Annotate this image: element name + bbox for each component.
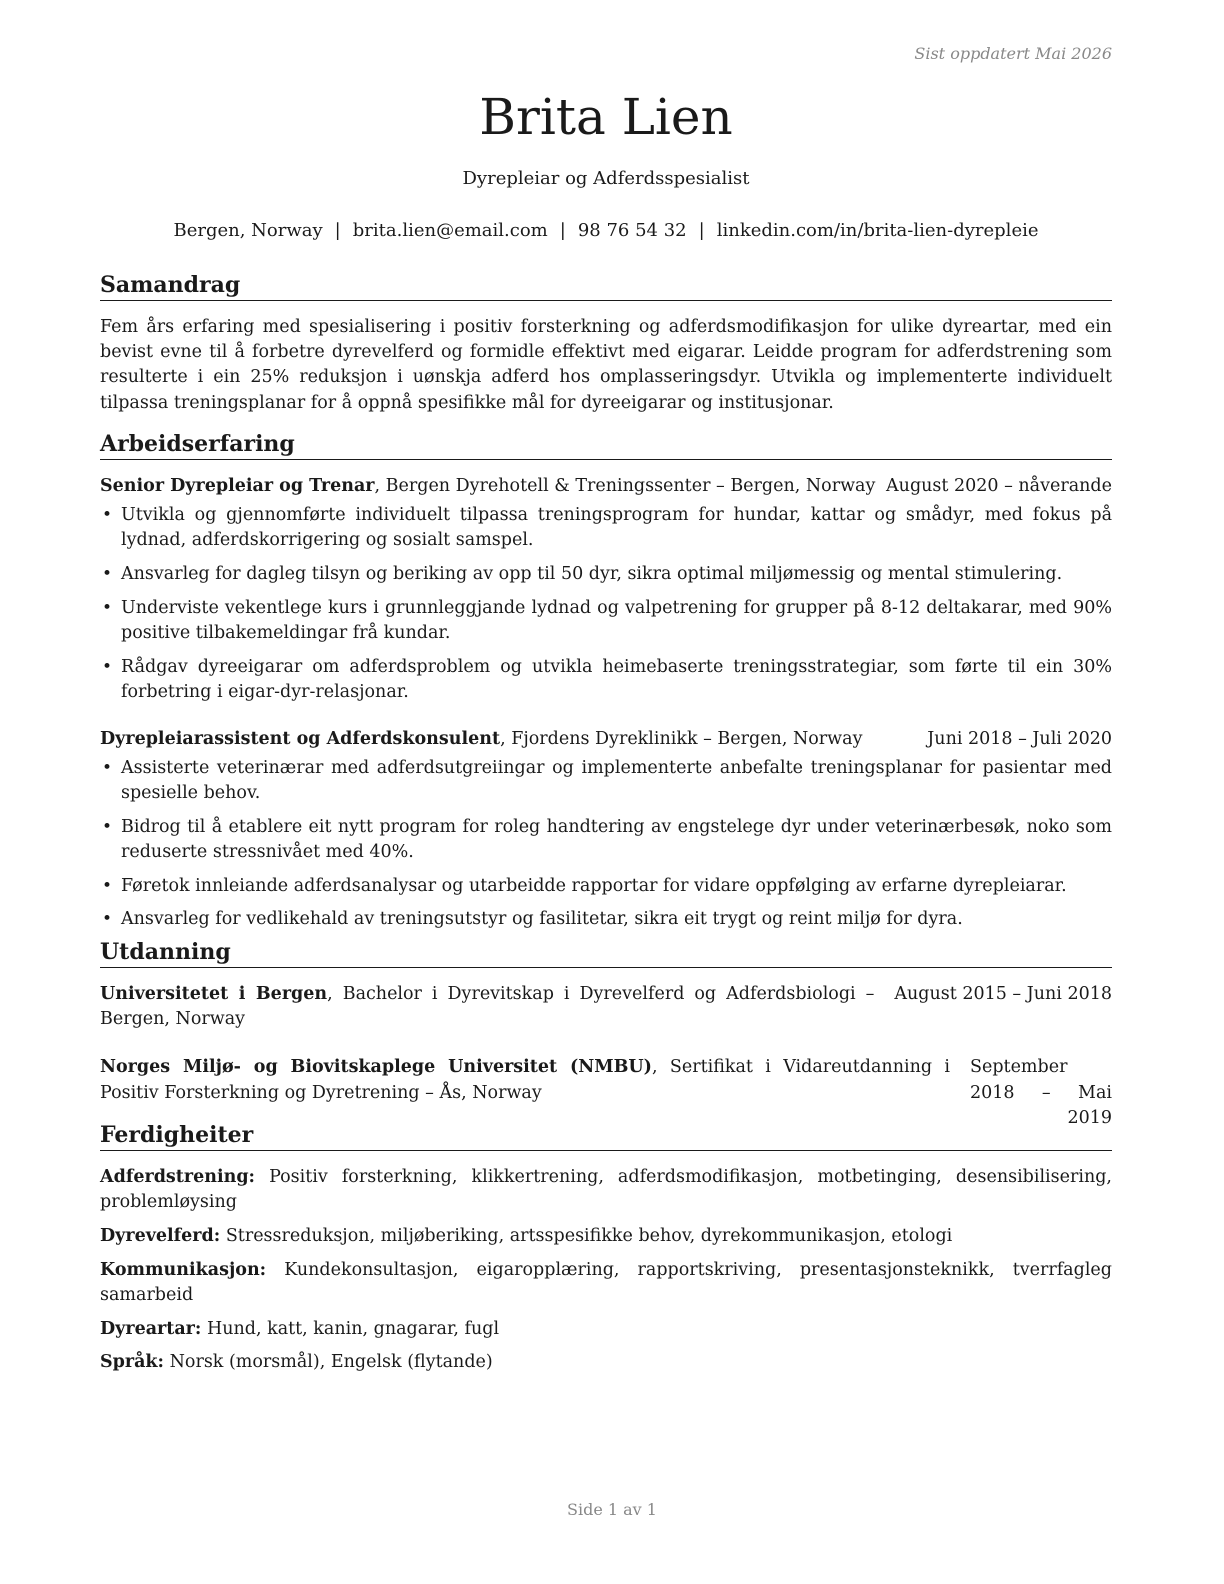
job-header bbox=[100, 474, 1112, 499]
summary-section bbox=[100, 270, 1112, 416]
job-bullet: • Føretok innleiande adferdsanalysar og utarbeidde rapportar for vidare oppfølging av erfarne dyrepleiarar. bbox=[100, 874, 1112, 899]
education-institution: Norges Miljø- og Biovitskaplege Universitet (NMBU) bbox=[100, 1057, 652, 1078]
job-entry bbox=[100, 474, 1112, 705]
job-bullet: • Utvikla og gjennomførte individuelt tilpassa treningsprogram for hundar, kattar og smådyr, med fokus på lydnad, adferdskorrigering og sosialt samspel. bbox=[100, 503, 1112, 553]
skill-row bbox=[100, 1317, 1112, 1342]
skill-value: Positiv forsterkning, klikkertrening, adferdsmodifikasjon, motbetinging, desensibilisering, problemløysing bbox=[100, 1167, 1112, 1213]
contact-separator: | bbox=[334, 220, 341, 241]
education-section bbox=[100, 937, 1112, 1131]
skill-label: Dyrevelferd: bbox=[100, 1225, 221, 1246]
contact-separator: | bbox=[698, 220, 705, 241]
page-number: Side 1 av 1 bbox=[567, 1500, 657, 1519]
skill-label: Språk: bbox=[100, 1352, 165, 1373]
job-bullet: • Ansvarleg for dagleg tilsyn og beriking av opp til 50 dyr, sikra optimal miljømessig og mental stimulering. bbox=[100, 562, 1112, 587]
candidate-title: Dyrepleiar og Adferdsspesialist bbox=[462, 168, 750, 189]
job-bullets bbox=[100, 503, 1112, 705]
skill-value: Norsk (morsmål), Engelsk (flytande) bbox=[169, 1352, 493, 1373]
skill-row bbox=[100, 1350, 1112, 1375]
job-dates: August 2020 – nåverande bbox=[886, 476, 1112, 496]
skill-row bbox=[100, 1224, 1112, 1249]
candidate-name: Brita Lien bbox=[479, 88, 733, 146]
job-header bbox=[100, 727, 1112, 752]
job-entry bbox=[100, 727, 1112, 933]
education-dates: September 2018 – Mai 2019 bbox=[970, 1057, 1112, 1128]
skills-section bbox=[100, 1120, 1112, 1384]
job-title: Senior Dyrepleiar og Trenar bbox=[100, 476, 375, 496]
education-entry bbox=[100, 982, 1112, 1032]
job-bullets bbox=[100, 756, 1112, 933]
job-employer: , Bergen Dyrehotell & Treningssenter – Bergen, Norway bbox=[374, 476, 876, 496]
contact-phone: 98 76 54 32 bbox=[577, 220, 687, 241]
education-detail: , Bachelor i Dyrevitskap i Dyrevelferd og Adferdsbiologi – Bergen, Norway bbox=[100, 984, 875, 1030]
skill-label: Adferdstrening: bbox=[100, 1167, 256, 1187]
skill-value: Stressreduksjon, miljøberiking, artsspesifikke behov, dyrekommunikasjon, etologi bbox=[225, 1225, 953, 1246]
skill-row bbox=[100, 1258, 1112, 1308]
education-institution: Universitetet i Bergen bbox=[100, 984, 328, 1004]
job-bullet: • Underviste vekentlege kurs i grunnleggjande lydnad og valpetrening for grupper på 8-12 deltakarar, med 90% positive tilbakemeldingar frå kundar. bbox=[100, 596, 1112, 646]
contact-email[interactable]: brita.lien@email.com bbox=[352, 220, 548, 241]
contact-location: Bergen, Norway bbox=[173, 220, 323, 241]
education-detail: , Sertifikat i Vidareutdanning i Positiv Forsterkning og Dyretrening – Ås, Norway bbox=[100, 1057, 950, 1103]
skill-row bbox=[100, 1165, 1112, 1215]
job-title: Dyrepleiarassistent og Adferdskonsulent bbox=[100, 728, 501, 749]
summary-text: Fem års erfaring med spesialisering i positiv forsterkning og adferdsmodifikasjon for ulike dyreartar, med ein bevist evne til å forbetre dyrevelferd og formidle effektivt med eigarar. Leidde program for adferdstrening som resulterte i ein 25% reduksjon i uønskja adferd hos omplasseringsdyr. Utvikla og implementerte individuelt tilpassa treningsplanar for å oppnå spesifikke mål for dyreeigarar og institusjonar. bbox=[100, 317, 1112, 413]
skill-label: Dyreartar: bbox=[100, 1318, 202, 1339]
last-updated: Sist oppdatert Mai 2026 bbox=[914, 44, 1112, 63]
job-bullet: • Assisterte veterinærar med adferdsutgreiingar og implementerte anbefalte treningsplanar for pasientar med spesielle behov. bbox=[100, 756, 1112, 806]
contact-separator: | bbox=[559, 220, 566, 241]
experience-section bbox=[100, 429, 1112, 941]
skills-heading: Ferdigheiter bbox=[100, 1120, 1112, 1151]
skills-list bbox=[100, 1165, 1112, 1375]
job-dates: Juni 2018 – Juli 2020 bbox=[927, 728, 1112, 749]
education-dates: August 2015 – Juni 2018 bbox=[894, 984, 1112, 1004]
education-heading: Utdanning bbox=[100, 937, 1112, 968]
skill-label: Kommunikasjon: bbox=[100, 1259, 267, 1280]
job-bullet: • Ansvarleg for vedlikehald av treningsutstyr og fasilitetar, sikra eit trygt og reint miljø for dyra. bbox=[100, 907, 1112, 932]
experience-heading: Arbeidserfaring bbox=[100, 429, 1112, 460]
contact-line bbox=[100, 218, 1112, 244]
skill-value: Hund, katt, kanin, gnagarar, fugl bbox=[206, 1318, 500, 1339]
contact-linkedin[interactable]: linkedin.com/in/brita-lien-dyrepleie bbox=[716, 220, 1039, 241]
skill-value: Kundekonsultasjon, eigaropplæring, rapportskriving, presentasjonsteknikk, tverrfagleg samarbeid bbox=[100, 1259, 1112, 1305]
job-bullet: • Bidrog til å etablere eit nytt program for roleg handtering av engstelege dyr under veterinærbesøk, noko som reduserte stressnivået med 40%. bbox=[100, 815, 1112, 865]
job-bullet: • Rådgav dyreeigarar om adferdsproblem og utvikla heimebaserte treningsstrategiar, som førte til ein 30% forbetring i eigar-dyr-relasjonar. bbox=[100, 655, 1112, 705]
job-employer: , Fjordens Dyreklinikk – Bergen, Norway bbox=[500, 728, 863, 749]
summary-heading: Samandrag bbox=[100, 270, 1112, 301]
